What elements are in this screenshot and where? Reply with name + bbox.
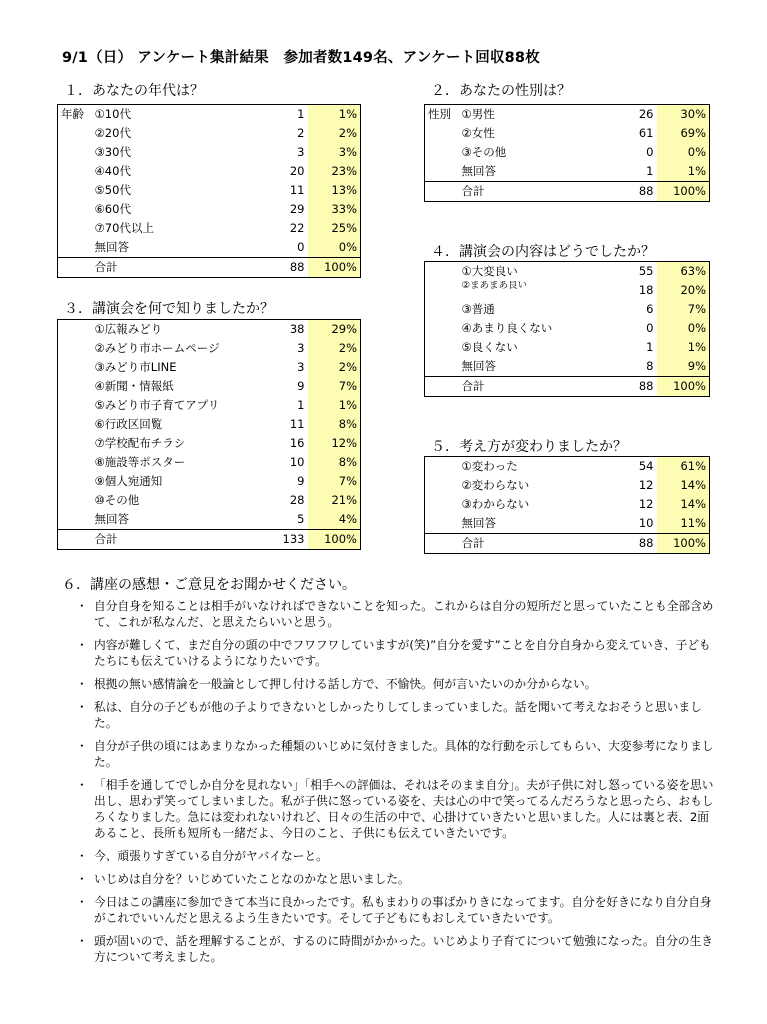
side-label [425,162,459,182]
side-label [425,495,459,514]
total-row [425,377,710,397]
row-count: 3 [297,145,305,159]
side-label [425,514,459,534]
row-label: ⑤50代 [94,183,131,197]
row-count: 88 [589,377,657,397]
row-label: ⑦70代以上 [94,221,154,235]
row-count: 18 [638,283,654,297]
row-label: ⑦学校配布チラシ [94,436,186,450]
total-row [425,534,710,554]
row-percent: 7% [308,472,361,491]
row-percent: 8% [308,415,361,434]
row-count: 133 [242,530,308,550]
comment-list [80,598,720,972]
row-percent: 20% [657,281,710,300]
row-percent: 0% [308,238,361,258]
side-label [58,491,92,510]
comment-item: ・ 「相手を通してでしか自分を見れない」「相手への評価は、それはそのまま自分」。夫が子供に対し怒っている姿を思い出し、思わず笑ってしまいました。私が子供に怒っている姿を、夫は心の中で笑ってるんだろうなと思ったら、おもしろくなりました。急には変われないけれど、日々の生活の中で、心掛けていきたいと思いました。人には裏と表、2面あること、長所も短所も一緒だよ、今日のこと、子供にも伝えていきたいです。 [80,777,720,841]
table-row [425,124,710,143]
row-percent: 14% [657,495,710,514]
row-percent: 25% [308,219,361,238]
row-count: 8 [646,359,654,373]
comment-item: ・ 頭が固いので、話を理解することが、するのに時間がかかった。いじめより子育てについて勉強になった。自分の生き方について考えました。 [80,933,720,965]
row-percent: 0% [657,143,710,162]
table-row [425,143,710,162]
row-label: ③わからない [461,497,530,511]
row-label: ④新聞・情報紙 [94,379,174,393]
row-percent: 100% [657,377,710,397]
row-percent: 100% [657,534,710,554]
page-title: 9/1（日） アンケート集計結果 参加者数149名、アンケート回収88枚 [62,50,540,66]
comment-item: ・ 自分自身を知ることは相手がいなければできないことを知った。これからは自分の短所だと思っていたことも全部含めて、これが私なんだ、と思えたらいいと思う。 [80,598,720,630]
row-count: 88 [589,534,657,554]
row-count: 55 [638,264,654,278]
side-label [58,320,92,340]
table-row [58,181,361,200]
table-row [58,200,361,219]
row-count: 1 [297,107,305,121]
row-label: 合計 [92,258,242,278]
row-percent: 23% [308,162,361,181]
row-label: ②変わらない [461,478,530,492]
table-row [425,105,710,125]
row-percent: 12% [308,434,361,453]
row-percent: 21% [308,491,361,510]
q3-table [57,319,361,550]
row-percent: 2% [308,124,361,143]
row-count: 3 [297,360,305,374]
q5-table [424,456,710,554]
table-row [58,453,361,472]
row-count: 0 [646,145,654,159]
row-percent: 63% [657,262,710,282]
row-count: 12 [638,478,654,492]
row-label: ②20代 [94,126,131,140]
side-label [425,534,459,554]
total-row [58,258,361,278]
table-row [425,319,710,338]
side-label [425,338,459,357]
row-count: 22 [289,221,305,235]
side-label [58,124,92,143]
row-label: ②まあまあ良い [461,281,528,291]
row-percent: 1% [657,162,710,182]
table-row [58,143,361,162]
table-row [58,396,361,415]
table-row [58,238,361,258]
table-row [58,491,361,510]
side-label [58,181,92,200]
row-count: 16 [289,436,305,450]
q3-heading: ３．講演会を何で知りましたか？ [64,301,274,317]
row-label: ⑩その他 [94,493,140,507]
side-label [58,339,92,358]
q6-heading: ６．講座の感想・ご意見をお聞かせください。 [62,577,356,593]
row-label: ④あまり良くない [461,321,553,335]
row-count: 54 [638,459,654,473]
side-label [425,457,459,477]
table-row [425,357,710,377]
table-row [425,262,710,282]
table-row [58,219,361,238]
row-label: 合計 [459,377,589,397]
row-count: 12 [638,497,654,511]
row-count: 11 [289,417,305,431]
row-label: ⑤みどり市子育てアプリ [94,398,220,412]
side-label [58,415,92,434]
row-label: ②女性 [461,126,495,140]
side-label: 性別 [428,107,451,121]
row-count: 10 [638,516,654,530]
row-percent: 14% [657,476,710,495]
row-label: ①男性 [461,107,495,121]
side-label [58,377,92,396]
row-percent: 1% [308,396,361,415]
q4-table [424,261,710,397]
side-label [425,281,459,300]
side-label [425,262,459,282]
side-label: 年齢 [61,107,84,121]
table-row [58,510,361,530]
table-row [58,415,361,434]
table-row [58,434,361,453]
table-row [425,281,710,300]
row-count: 1 [297,398,305,412]
table-row [425,338,710,357]
row-count: 28 [289,493,305,507]
row-label: 合計 [459,534,589,554]
table-row [58,472,361,491]
side-label [58,453,92,472]
row-label: ③その他 [461,145,507,159]
side-label [425,143,459,162]
row-percent: 7% [308,377,361,396]
row-count: 29 [289,202,305,216]
side-label [58,200,92,219]
row-label: ①広報みどり [94,322,163,336]
row-label: ③普通 [461,302,495,316]
row-percent: 9% [657,357,710,377]
row-label: ⑥60代 [94,202,131,216]
row-label: ①10代 [94,107,131,121]
comment-item: ・ 内容が難しくて、まだ自分の頭の中でフワフワしていますが(笑)”自分を愛す”ことを自分自身から変えていき、子どもたちにも伝えていけるようになりたいです。 [80,637,720,669]
row-percent: 2% [308,358,361,377]
table-row [58,358,361,377]
row-percent: 0% [657,319,710,338]
table-row [425,495,710,514]
table-row [425,476,710,495]
side-label [58,510,92,530]
row-percent: 33% [308,200,361,219]
row-label: 無回答 [461,516,496,530]
row-label: ⑤良くない [461,340,518,354]
side-label [58,143,92,162]
row-count: 38 [289,322,305,336]
total-row [425,182,710,202]
row-label: ①変わった [461,459,518,473]
comment-item: ・ 根拠の無い感情論を一般論として押し付ける話し方で、不愉快。何が言いたいのか分からない。 [80,676,720,692]
q2-table [424,104,710,202]
row-label: ⑥行政区回覧 [94,417,163,431]
row-percent: 29% [308,320,361,340]
row-label: 合計 [459,182,589,202]
row-percent: 100% [308,258,361,278]
table-row [58,162,361,181]
side-label [58,162,92,181]
row-count: 0 [297,240,305,254]
row-label: 無回答 [461,359,496,373]
row-count: 20 [289,164,305,178]
row-count: 3 [297,341,305,355]
table-row [58,124,361,143]
row-percent: 30% [657,105,710,125]
side-label [425,319,459,338]
row-count: 26 [638,107,654,121]
table-row [425,514,710,534]
row-count: 6 [646,302,654,316]
comment-item: ・ 私は、自分の子どもが他の子よりできないとしかったりしてしまっていました。話を聞いて考えなおそうと思いました。 [80,699,720,731]
side-label [425,300,459,319]
comment-item: ・ 自分が子供の頃にはあまりなかった種類のいじめに気付きました。具体的な行動を示してもらい、大変参考になりました。 [80,738,720,770]
side-label [58,238,92,258]
row-percent: 69% [657,124,710,143]
comment-item: ・ 今、頑張りすぎている自分がヤバイなーと。 [80,848,720,864]
row-label: ⑨個人宛通知 [94,474,163,488]
row-label: ①大変良い [461,264,518,278]
row-percent: 2% [308,339,361,358]
row-percent: 4% [308,510,361,530]
side-label [425,124,459,143]
row-percent: 8% [308,453,361,472]
side-label [58,219,92,238]
side-label [425,476,459,495]
side-label [58,396,92,415]
side-label [425,182,459,202]
side-label [425,377,459,397]
comment-item: ・ 今日はこの講座に参加できて本当に良かったです。私もまわりの事ばかりきになってます。自分を好きになり自分自身がこれでいいんだと思えるよう生きたいです。そして子どもにもおしえていきたいです。 [80,894,720,926]
row-count: 2 [297,126,305,140]
table-row [58,339,361,358]
row-label: 無回答 [94,512,129,526]
row-label: 無回答 [461,164,496,178]
row-count: 0 [646,321,654,335]
table-row [58,105,361,125]
row-percent: 13% [308,181,361,200]
row-count: 9 [297,379,305,393]
row-count: 1 [646,340,654,354]
row-percent: 11% [657,514,710,534]
table-row [58,320,361,340]
side-label [58,434,92,453]
row-percent: 100% [657,182,710,202]
row-label: ③みどり市LINE [94,360,177,374]
table-row [425,300,710,319]
row-count: 61 [638,126,654,140]
row-percent: 1% [657,338,710,357]
row-count: 5 [297,512,305,526]
side-label [58,472,92,491]
row-count: 1 [646,164,654,178]
row-count: 11 [289,183,305,197]
row-percent: 7% [657,300,710,319]
side-label [58,358,92,377]
row-percent: 3% [308,143,361,162]
row-label: ⑧施設等ポスター [94,455,186,469]
row-percent: 100% [308,530,361,550]
q5-heading: ５．考え方が変わりましたか？ [431,439,627,455]
q1-table [57,104,361,278]
row-percent: 1% [308,105,361,125]
table-row [425,457,710,477]
row-label: ③30代 [94,145,131,159]
total-row [58,530,361,550]
comment-item: ・ いじめは自分を？いじめていたことなのかなと思いました。 [80,871,720,887]
row-label: 無回答 [94,240,129,254]
row-count: 9 [297,474,305,488]
table-row [425,162,710,182]
row-count: 88 [242,258,308,278]
side-label [58,530,92,550]
q1-heading: １．あなたの年代は？ [64,83,204,99]
table-row [58,377,361,396]
q2-heading: ２．あなたの性別は？ [431,83,571,99]
side-label [58,258,92,278]
row-count: 10 [289,455,305,469]
q4-heading: ４．講演会の内容はどうでしたか？ [431,244,655,260]
row-label: ②みどり市ホームページ [94,341,220,355]
side-label [425,357,459,377]
row-label: ④40代 [94,164,131,178]
row-count: 88 [589,182,657,202]
row-label: 合計 [92,530,242,550]
row-percent: 61% [657,457,710,477]
